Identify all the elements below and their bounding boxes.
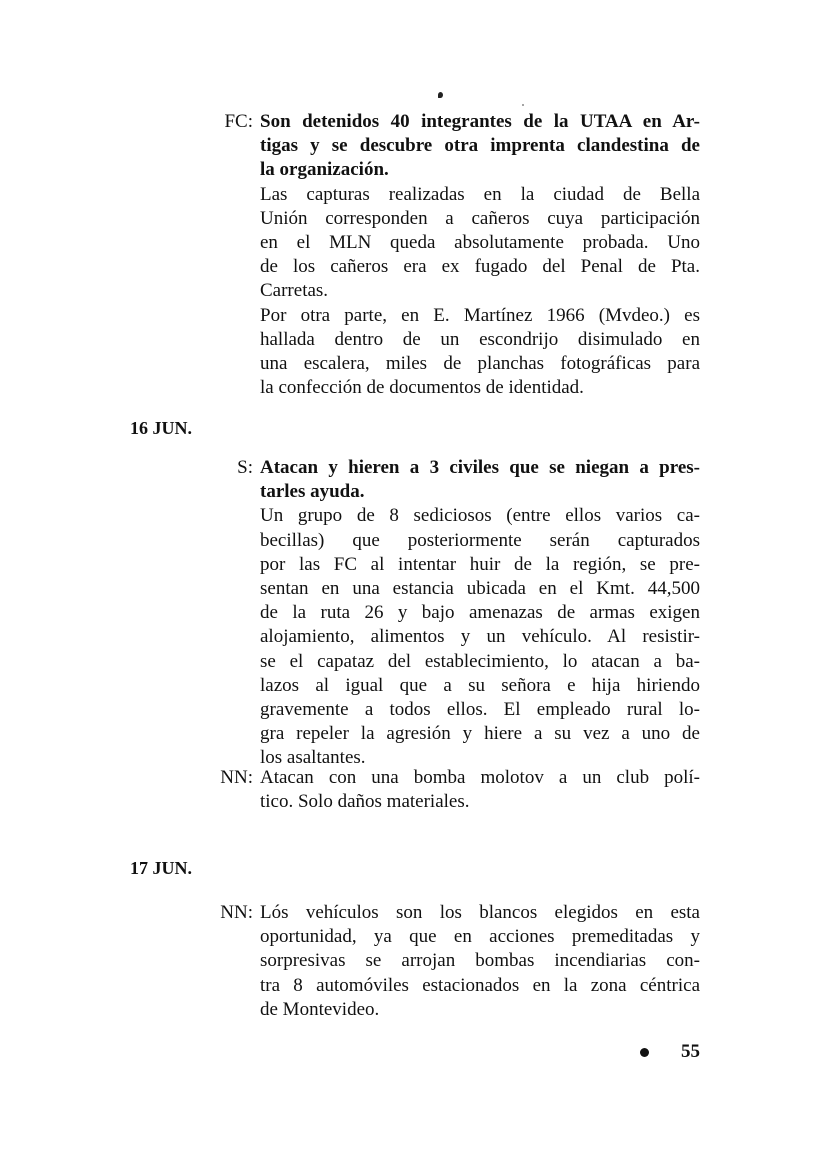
text-line: tra 8 automóviles estacionados en la zona céntrica bbox=[260, 974, 700, 996]
text-line: de los cañeros era ex fugado del Penal de Pta. bbox=[260, 256, 700, 278]
entry-body bbox=[260, 901, 700, 1022]
page-footer bbox=[640, 1040, 700, 1064]
entry-tag: NN: bbox=[220, 767, 253, 788]
text-line: Un grupo de 8 sediciosos (entre ellos varios ca- bbox=[260, 505, 700, 527]
text-line: becillas) que posteriormente serán capturados bbox=[260, 529, 700, 551]
text-line: sorpresivas se arrojan bombas incendiarias con- bbox=[260, 950, 700, 972]
text-line: oportunidad, ya que en acciones premeditadas y bbox=[260, 926, 700, 948]
text-line: se el capataz del establecimiento, lo atacan a ba- bbox=[260, 650, 700, 672]
entry-body bbox=[260, 766, 700, 814]
text-line: tico. Solo daños materiales. bbox=[260, 791, 470, 813]
ink-mark bbox=[438, 92, 443, 98]
entry-nn-2 bbox=[160, 901, 700, 1022]
entry-s bbox=[160, 456, 700, 771]
text-line: hallada dentro de un escondrijo disimulado en bbox=[260, 328, 700, 350]
headline-line: tigas y se descubre otra imprenta clandestina de bbox=[260, 135, 700, 157]
text-line: sentan en una estancia ubicada en el Kmt. 44,500 bbox=[260, 578, 700, 600]
text-line: una escalera, miles de planchas fotográficas para bbox=[260, 353, 700, 375]
entry-tag: NN: bbox=[220, 902, 253, 923]
text-line: lazos al igual que a su señora e hija hiriendo bbox=[260, 674, 700, 696]
entry-nn-1 bbox=[160, 766, 700, 814]
text-line: Por otra parte, en E. Martínez 1966 (Mvdeo.) es bbox=[260, 304, 700, 326]
text-line: gra repeler la agresión y hiere a su vez a uno de bbox=[260, 723, 700, 745]
headline-line: Son detenidos 40 integrantes de la UTAA en Ar- bbox=[260, 111, 700, 132]
text-line: alojamiento, alimentos y un vehículo. Al resistir- bbox=[260, 626, 700, 648]
date-heading: 16 JUN. bbox=[130, 418, 192, 438]
entry-fc bbox=[160, 110, 700, 400]
text-line: los asaltantes. bbox=[260, 747, 366, 769]
text-line: Las capturas realizadas en la ciudad de Bella bbox=[260, 183, 700, 205]
entry-body bbox=[260, 110, 700, 400]
text-line: gravemente a todos ellos. El empleado rural lo- bbox=[260, 699, 700, 721]
date-heading: 17 JUN. bbox=[130, 858, 192, 878]
text-line: en el MLN queda absolutamente probada. Uno bbox=[260, 232, 700, 254]
text-line: Carretas. bbox=[260, 280, 329, 302]
headline-line: la organización. bbox=[260, 159, 389, 181]
text-line: Lós vehículos son los blancos elegidos en esta bbox=[260, 902, 700, 923]
text-line: por las FC al intentar huir de la región, se pre- bbox=[260, 553, 700, 575]
text-line: Atacan con una bomba molotov a un club polí- bbox=[260, 767, 700, 788]
text-line: Unión corresponden a cañeros cuya participación bbox=[260, 207, 700, 229]
text-line: la confección de documentos de identidad. bbox=[260, 377, 584, 399]
bullet-icon bbox=[640, 1048, 649, 1057]
text-line: de Montevideo. bbox=[260, 998, 380, 1020]
headline-line: tarles ayuda. bbox=[260, 481, 365, 503]
ink-speck bbox=[522, 104, 524, 106]
entry-body bbox=[260, 456, 700, 771]
entry-tag: FC: bbox=[224, 111, 253, 132]
entry-tag: S: bbox=[237, 457, 253, 478]
headline-line: Atacan y hieren a 3 civiles que se niegan a pres- bbox=[260, 457, 700, 478]
text-line: de la ruta 26 y bajo amenazas de armas exigen bbox=[260, 602, 700, 624]
page-number: 55 bbox=[681, 1041, 700, 1062]
